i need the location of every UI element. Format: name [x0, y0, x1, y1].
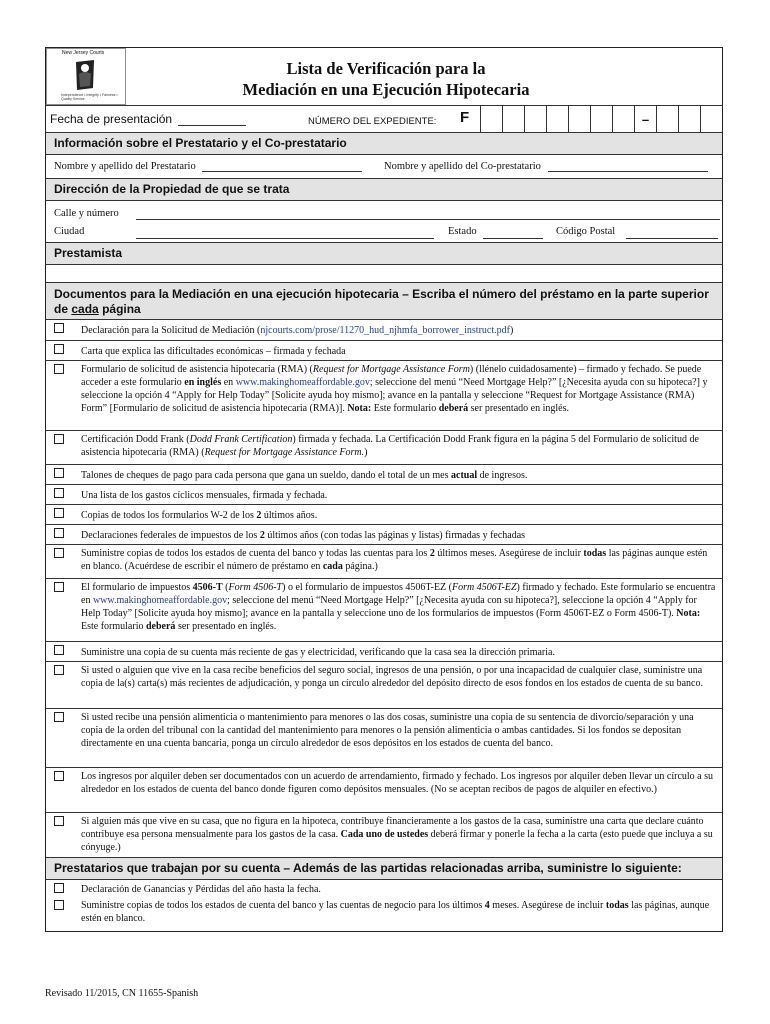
checklist-item-alimony-support: Si usted recibe una pensión alimenticia o mantenimiento para menores o las dos cosas, suministre una copia de su sentencia de divorcio/separación y una copia de la orden del tribunal con la cantidad del mantenimiento para menores o la pensión alimenticia o ambas cantidades. Si los fondos se depositan directamente en una cuenta bancaria, ponga un círculo alrededor de esos depósitos en los estados de cuenta del banco.	[46, 708, 722, 767]
state-label: Estado	[448, 226, 477, 237]
making-home-affordable-link-2[interactable]: www.makinghomeaffordable.gov	[92, 595, 228, 606]
docket-digit-5[interactable]	[568, 106, 590, 133]
checklist-item-rental-income: Los ingresos por alquiler deben ser documentados con un acuerdo de arrendamiento, firmado y fechado. Los ingresos por alquiler deben llevar un círculo a su alrededor en los estados de cuenta del banco donde figuren como depósitos mensuales. (No se aceptan recibos de pagos de alquiler en efectivo.)	[46, 767, 722, 812]
filing-date-field[interactable]	[178, 125, 246, 126]
checkbox[interactable]	[54, 364, 64, 374]
checklist-item-pay-stubs: Talones de cheques de pago para cada persona que gana un sueldo, dando el total de un mes actual de ingresos.	[46, 464, 722, 484]
court-logo	[46, 48, 126, 105]
checkbox[interactable]	[54, 468, 64, 478]
section-property: Dirección de la Propiedad de que se trata	[46, 178, 722, 200]
docket-digit-1[interactable]	[480, 106, 502, 133]
checkbox[interactable]	[54, 344, 64, 354]
borrower-name-field[interactable]	[202, 171, 362, 172]
section-lender: Prestamista	[46, 242, 722, 264]
njcourts-link[interactable]: njcourts.com/prose/11270_hud_njhmfa_borrower_instruct.pdf	[260, 325, 510, 336]
checkbox[interactable]	[54, 528, 64, 538]
checklist-item-tax-returns: Declaraciones federales de impuestos de los 2 últimos años (con todas las páginas y listas) firmadas y fechadas	[46, 524, 722, 544]
property-address-row	[46, 200, 722, 242]
docket-label: NÚMERO DEL EXPEDIENTE:	[308, 116, 437, 127]
checklist-item-profit-loss: Declaración de Ganancias y Pérdidas del año hasta la fecha.	[46, 879, 722, 897]
docket-digit-2[interactable]	[502, 106, 524, 133]
checklist-item-monthly-expenses: Una lista de los gastos cíclicos mensuales, firmada y fechada.	[46, 484, 722, 504]
checkbox[interactable]	[54, 508, 64, 518]
zip-field[interactable]	[626, 228, 718, 239]
checklist-form	[45, 47, 723, 932]
checkbox[interactable]	[54, 582, 64, 592]
checklist-item-mediation-statement: Declaración para la Solicitud de Mediación (njcourts.com/prose/11270_hud_njhmfa_borrower_instruct.pdf)	[46, 319, 722, 340]
checkbox[interactable]	[54, 434, 64, 444]
checklist-item-bank-statements: Suministre copias de todos los estados de cuenta del banco y todas las cuentas para los 2 últimos meses. Asegúrese de incluir todas las páginas aunque estén en blanco. (Acuérdese de escribir el número de préstamo en cada página.)	[46, 544, 722, 578]
coborrower-name-label: Nombre y apellido del Co-prestatario	[384, 161, 541, 172]
checkbox[interactable]	[54, 816, 64, 826]
state-field[interactable]	[483, 228, 543, 239]
checklist-item-dodd-frank: Certificación Dodd Frank (Dodd Frank Certification) firmada y fechada. La Certificación Dodd Frank figura en la página 5 del Formulario de solicitud de asistencia hipotecaria (RMA) (Request for Mortgage Assistance Form.)	[46, 430, 722, 464]
docket-digit-9[interactable]	[678, 106, 700, 133]
city-label: Ciudad	[54, 226, 85, 237]
checklist-item-utility-bill: Suministre una copia de su cuenta más reciente de gas y electricidad, verificando que la casa sea la dirección primaria.	[46, 641, 722, 661]
docket-digit-7[interactable]	[612, 106, 634, 133]
docket-digit-3[interactable]	[524, 106, 546, 133]
zip-label: Código Postal	[556, 226, 616, 237]
checklist-item-form-4506t: El formulario de impuestos 4506-T (Form 4506-T) o el formulario de impuestos 4506T-EZ (Form 4506T-EZ) firmado y fechado. Este formulario se encuentra en www.makinghomeaffordable.gov; seleccione del menú “Need Mortgage Help?” [¿Necesita ayuda con su hipoteca?], seleccione la opción 4 “Apply for Help Today” [Solicite ayuda hoy mismo]; avance en la pantalla y seleccione uno de los formularios de impuestos (Form 4506T-EZ o Form 4506-T). Nota: Este formulario deberá ser presentado en inglés.	[46, 578, 722, 641]
checklist-item-hardship-letter: Carta que explica las dificultades económicas – firmada y fechada	[46, 340, 722, 360]
docket-digit-8[interactable]	[656, 106, 678, 133]
docket-digit-6[interactable]	[590, 106, 612, 133]
checkbox[interactable]	[54, 665, 64, 675]
borrower-names-row	[46, 154, 722, 178]
section-borrower: Información sobre el Prestatario y el Co-prestatario	[46, 132, 722, 154]
section-documents: Documentos para la Mediación en una ejecución hipotecaria – Escriba el número del préstamo en la parte superior de cada página	[46, 282, 722, 319]
logo-org-name: New Jersey Courts	[62, 50, 105, 56]
checkbox[interactable]	[54, 771, 64, 781]
checkbox[interactable]	[54, 712, 64, 722]
filing-date-label: Fecha de presentación	[50, 112, 173, 126]
street-field[interactable]	[136, 209, 720, 220]
docket-row	[46, 105, 722, 132]
docket-digit-10[interactable]	[700, 106, 722, 133]
checkbox[interactable]	[54, 323, 64, 333]
checklist-item-rma-form: Formulario de solicitud de asistencia hipotecaria (RMA) (Request for Mortgage Assistance Form) (llénelo cuidadosamente) – firmado y fechado. Se puede acceder a este formulario en inglés en www.makinghomeaffordable.gov; seleccione del menú “Need Mortgage Help?” [¿Necesita ayuda con su hipoteca?] y seleccione la opción 4 “Apply for Help Today” [Solicite ayuda hoy mismo]; avance en la pantalla y seleccione “Request for Mortgage Assistance (RMA) Form” [Formulario de solicitud de asistencia hipotecaria (RMA)]. Nota: Este formulario deberá ser presentado en inglés.	[46, 360, 722, 430]
checkbox[interactable]	[54, 900, 64, 910]
city-field[interactable]	[136, 228, 434, 239]
lender-field[interactable]	[46, 264, 722, 282]
coborrower-name-field[interactable]	[548, 171, 708, 172]
docket-dash: –	[634, 106, 656, 133]
checklist-item-household-contribution: Si alguien más que vive en su casa, que no figura en la hipoteca, contribuye financieramente a los gastos de la casa, suministre una carta que declare cuánto contribuye esa persona mensualmente para los gastos de la casa. Cada uno de ustedes deberá firmar y ponerle la fecha a la carta (esto puede que incluya a su cónyuge.)	[46, 812, 722, 857]
checklist-item-benefits-letters: Si usted o alguien que vive en la casa recibe beneficios del seguro social, ingresos de una pensión, o por una incapacidad de cualquier clase, suministre una copia de la(s) carta(s) más recientes de adjudicación, y ponga un círculo alrededor del depósito directo de esos fondos en los estados de cuenta de su banco.	[46, 661, 722, 708]
page-title: Lista de Verificación para la Mediación en una Ejecución Hipotecaria	[242, 59, 530, 99]
section-self-employed: Prestatarios que trabajan por su cuenta – Además de las partidas relacionadas arriba, suministre lo siguiente:	[46, 857, 722, 879]
checkbox[interactable]	[54, 883, 64, 893]
borrower-name-label: Nombre y apellido del Prestatario	[54, 161, 196, 172]
revision-footer: Revisado 11/2015, CN 11655-Spanish	[45, 988, 199, 999]
street-label: Calle y número	[54, 208, 119, 219]
docket-prefix: F	[460, 109, 470, 126]
docket-digit-4[interactable]	[546, 106, 568, 133]
checkbox[interactable]	[54, 645, 64, 655]
checklist-item-w2-forms: Copias de todos los formularios W-2 de los 2 últimos años.	[46, 504, 722, 524]
logo-motto: Independence • Integrity • Fairness • Quality Service	[61, 93, 118, 101]
checkbox[interactable]	[54, 548, 64, 558]
making-home-affordable-link[interactable]: www.makinghomeaffordable.gov	[235, 377, 370, 388]
checkbox[interactable]	[54, 488, 64, 498]
checklist-item-business-statements: Suministre copias de todos los estados de cuenta del banco y las cuentas de negocio para los últimos 4 meses. Asegúrese de incluir todas las páginas, aunque estén en blanco.	[46, 897, 722, 931]
